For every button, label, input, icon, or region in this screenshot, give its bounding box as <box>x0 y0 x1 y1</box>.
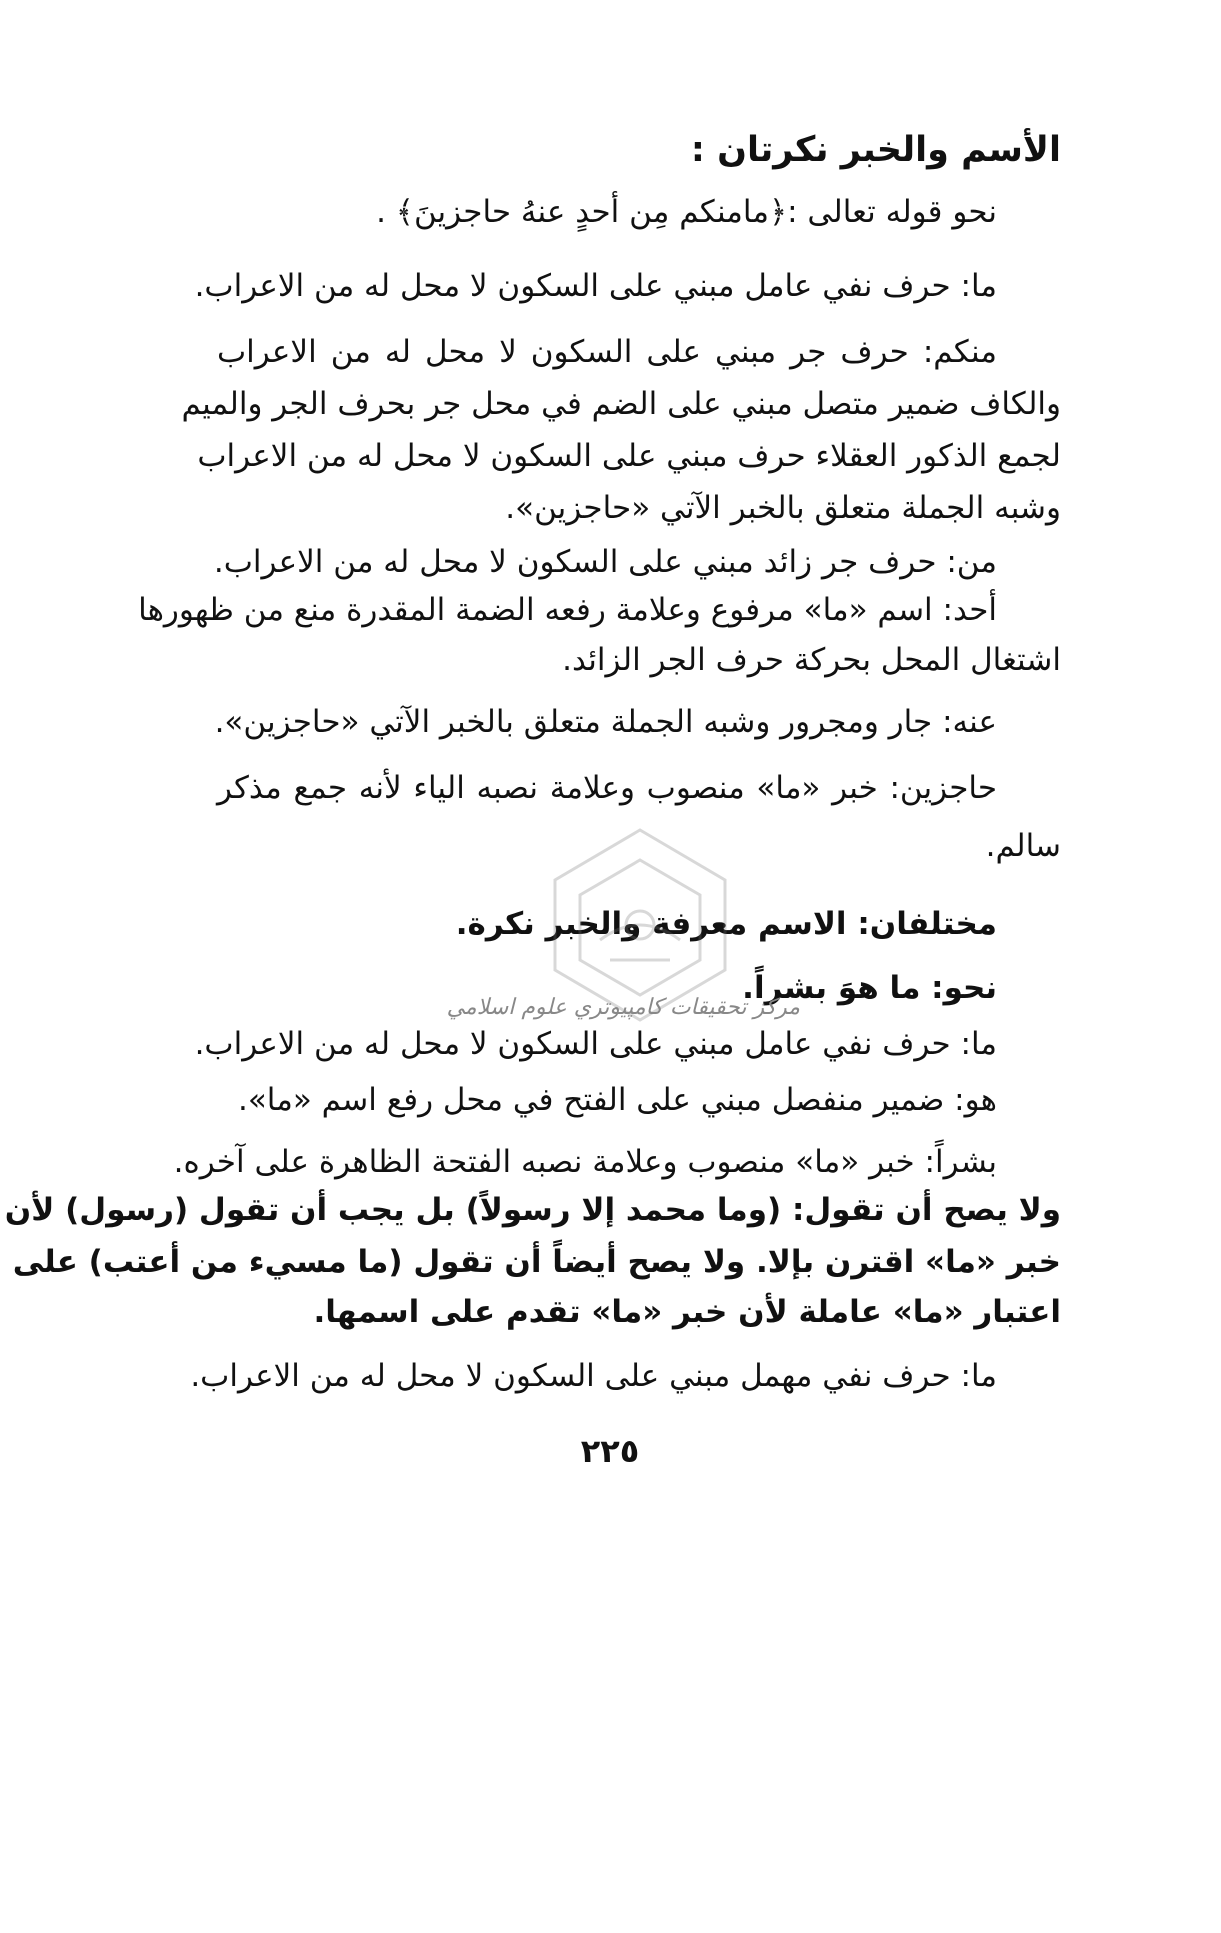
watermark-text: مركز تحقيقات كامپيوتري علوم اسلامي <box>446 995 800 1020</box>
text-line: نحو قوله تعالى :﴿مامنكم مِن أحدٍ عنهُ حاجزينَ﴾ . <box>376 194 997 230</box>
text-line: خبر «ما» اقترن بإلا. ولا يصح أيضاً أن تقول (ما مسيء من أعتب) على <box>12 1244 1061 1280</box>
text-line: حاجزين: خبر «ما» منصوب وعلامة نصبه الياء لأنه جمع مذكر <box>217 770 997 806</box>
text-line: بشراً: خبر «ما» منصوب وعلامة نصبه الفتحة الظاهرة على آخره. <box>173 1144 997 1180</box>
text-line: سالم. <box>985 828 1061 864</box>
text-line: عنه: جار ومجرور وشبه الجملة متعلق بالخبر الآتي «حاجزين». <box>214 704 997 740</box>
text-line: نحو: ما هوَ بشراً. <box>742 970 997 1006</box>
text-line: أحد: اسم «ما» مرفوع وعلامة رفعه الضمة المقدرة منع من ظهورها <box>138 592 997 628</box>
text-line: من: حرف جر زائد مبني على السكون لا محل له من الاعراب. <box>213 544 997 580</box>
text-line: ما: حرف نفي مهمل مبني على السكون لا محل له من الاعراب. <box>190 1358 997 1394</box>
page-number: ٢٢٥ <box>580 1432 640 1470</box>
section-title: الأسم والخبر نكرتان : <box>690 130 1061 170</box>
text-line: وشبه الجملة متعلق بالخبر الآتي «حاجزين». <box>505 490 1061 526</box>
text-line: اشتغال المحل بحركة حرف الجر الزائد. <box>562 642 1061 678</box>
text-line: لجمع الذكور العقلاء حرف مبني على السكون لا محل له من الاعراب <box>197 438 1061 474</box>
text-line: منكم: حرف جر مبني على السكون لا محل له من الاعراب <box>217 334 997 370</box>
watermark-logo <box>446 820 800 1070</box>
text-line: مختلفان: الاسم معرفة والخبر نكرة. <box>455 906 997 942</box>
text-line: ما: حرف نفي عامل مبني على السكون لا محل له من الاعراب. <box>194 1026 997 1062</box>
text-line: ولا يصح أن تقول: (وما محمد إلا رسولاً) بل يجب أن تقول (رسول) لأن <box>4 1192 1061 1228</box>
text-line: هو: ضمير منفصل مبني على الفتح في محل رفع اسم «ما». <box>237 1082 997 1118</box>
text-line: ما: حرف نفي عامل مبني على السكون لا محل له من الاعراب. <box>194 268 997 304</box>
text-line: اعتبار «ما» عاملة لأن خبر «ما» تقدم على اسمها. <box>313 1294 1061 1330</box>
text-line: والكاف ضمير متصل مبني على الضم في محل جر بحرف الجر والميم <box>181 386 1061 422</box>
